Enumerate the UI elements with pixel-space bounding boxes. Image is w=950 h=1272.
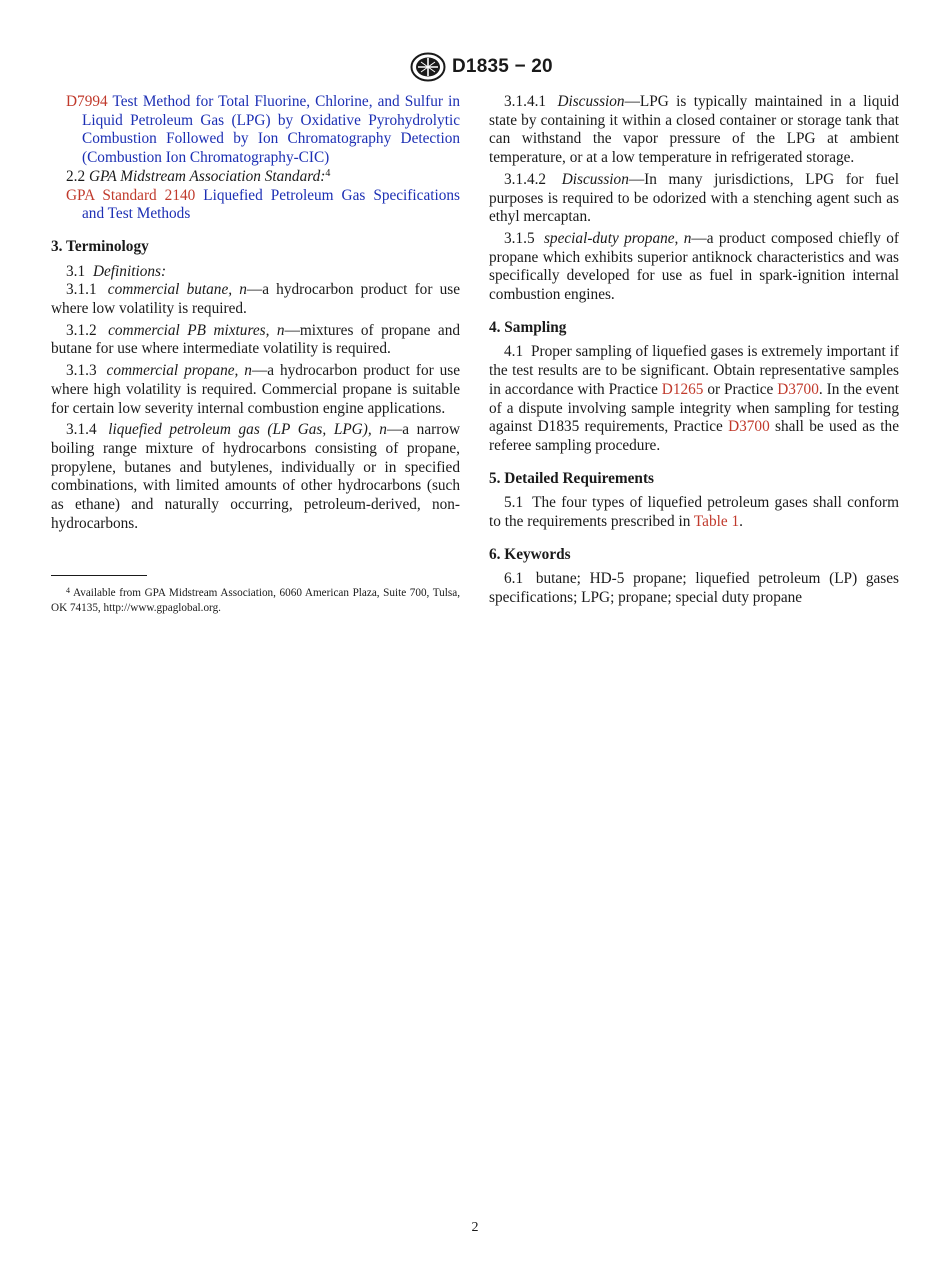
definition-text: —a product composed chiefly of propane which exhibits superior antiknock characteristics and was specifically developed for use as fuel in spark-ignition internal combustion engines.	[489, 229, 899, 304]
reference-title[interactable]: Test Method for Total Fluorine, Chlorine, and Sulfur in Liquid Petroleum Gas (LPG) by Oxidative Pyrohydrolytic Combustion Followed by Ion Chromatography Detection (Combustion Ion Chromatography-CIC)	[82, 93, 460, 167]
link-d3700[interactable]: D3700	[777, 380, 819, 398]
requirements-paragraph	[489, 494, 899, 531]
reference-title[interactable]: Liquefied Petroleum Gas Specifications and Test Methods	[82, 186, 460, 223]
footnote-number: 4	[66, 586, 70, 595]
defined-term: commercial butane, n	[107, 281, 247, 299]
definition-text: —a hydrocarbon product for use where high volatility is required. Commercial propane is suitable for certain low severity internal combustion engine applications.	[51, 362, 461, 417]
link-d3700[interactable]: D3700	[728, 418, 770, 436]
section-heading-requirements: 5. Detailed Requirements	[489, 469, 654, 487]
discussion-text: —LPG is typically maintained in a liquid state by containing it within a closed container or storage tank that can withstand the vapor pressure of the LPG at ambient temperature, or at a low temperature in refrigerated storage.	[489, 93, 899, 167]
definition-text: —a hydrocarbon product for use where low volatility is required.	[51, 281, 460, 318]
defined-term: special-duty propane, n	[543, 229, 692, 247]
page-header	[0, 52, 950, 86]
page-number: 2	[471, 1220, 479, 1235]
sampling-text: Proper sampling of liquefied gases is extremely important if the test results are to be significant. Obtain representative samples in accordance with Practice	[489, 343, 899, 398]
discussion-3-1-4-1	[489, 93, 899, 168]
definition-3-1-4	[51, 421, 460, 533]
astm-logo-icon	[410, 52, 446, 82]
keywords-text: butane; HD-5 propane; liquefied petroleum (LP) gases specifications; LPG; propane; special duty propane	[489, 570, 900, 607]
defined-term: liquefied petroleum gas (LP Gas, LPG), n	[108, 421, 387, 439]
document-id: D1835 − 20	[452, 56, 553, 77]
sampling-paragraph	[489, 343, 899, 455]
footnote-divider	[51, 575, 147, 576]
sampling-text: shall be used as the referee sampling procedure.	[489, 418, 899, 454]
section-number: 3.1.4.1	[504, 93, 547, 110]
definition-text: —mixtures of propane and butane for use where intermediate volatility is required.	[51, 321, 461, 358]
reference-d7994	[51, 93, 460, 168]
section-number: 3.1	[66, 262, 86, 280]
sampling-text: or Practice	[703, 380, 778, 398]
reference-code[interactable]: GPA Standard 2140	[66, 186, 196, 204]
footnote-mark[interactable]: 4	[325, 167, 331, 179]
definition-3-1-5	[489, 230, 899, 305]
footnote	[51, 586, 460, 616]
definition-3-1-2	[51, 322, 460, 359]
section-number: 3.1.4	[66, 421, 97, 439]
definition-3-1	[51, 263, 460, 282]
section-heading-sampling: 4. Sampling	[489, 318, 567, 336]
section-number: 2.2	[66, 167, 86, 185]
discussion-label: Discussion	[557, 93, 625, 110]
reference-code[interactable]: D7994	[66, 93, 108, 110]
defined-term: commercial propane, n	[106, 362, 252, 380]
discussion-3-1-4-2	[489, 171, 899, 227]
section-number: 4.1	[504, 343, 524, 361]
sampling-text: . In the event of a dispute involving sample integrity when sampling for testing against D1835 requirements, Practice	[489, 380, 899, 436]
discussion-label: Discussion	[561, 170, 629, 188]
left-column	[51, 93, 460, 533]
section-number: 5.1	[504, 494, 524, 512]
definition-3-1-3	[51, 362, 460, 418]
requirements-text: The four types of liquefied petroleum gases shall conform to the requirements prescribed in	[489, 494, 899, 531]
right-column	[489, 93, 899, 608]
footnote-text: Available from GPA Midstream Association, 6060 American Plaza, Suite 700, Tulsa, OK 74135, http://www.gpaglobal.org.	[51, 587, 460, 614]
section-number: 3.1.3	[66, 362, 97, 380]
section-number: 3.1.1	[66, 281, 97, 299]
requirements-text: .	[739, 513, 743, 531]
section-number: 6.1	[504, 570, 524, 588]
definition-label: Definitions:	[92, 262, 167, 280]
link-d1265[interactable]: D1265	[661, 380, 704, 398]
section-number: 3.1.4.2	[504, 170, 547, 188]
section-heading-terminology: 3. Terminology	[51, 237, 149, 255]
link-table-1[interactable]: Table 1	[693, 513, 740, 531]
section-number: 3.1.2	[66, 321, 97, 339]
definition-text: —a narrow boiling range mixture of hydrocarbons consisting of propane, propylene, butanes and butylenes, individually or in specified combinations, with limited amounts of other hydrocarbons (such as ethane) and naturally occurring, petroleum-derived, non-hydrocarbons.	[51, 421, 461, 532]
discussion-text: —In many jurisdictions, LPG for fuel purposes is required to be odorized with a stenching agent such as ethyl mercaptan.	[489, 170, 900, 226]
definition-3-1-1	[51, 281, 460, 318]
defined-term: commercial PB mixtures, n	[108, 321, 285, 339]
section-heading-keywords: 6. Keywords	[489, 545, 571, 563]
keywords-paragraph	[489, 570, 899, 607]
gpa-heading-text: GPA Midstream Association Standard:	[88, 167, 326, 185]
gpa-standard-heading	[51, 168, 460, 187]
reference-gpa-2140	[51, 187, 460, 224]
section-number: 3.1.5	[504, 229, 535, 247]
